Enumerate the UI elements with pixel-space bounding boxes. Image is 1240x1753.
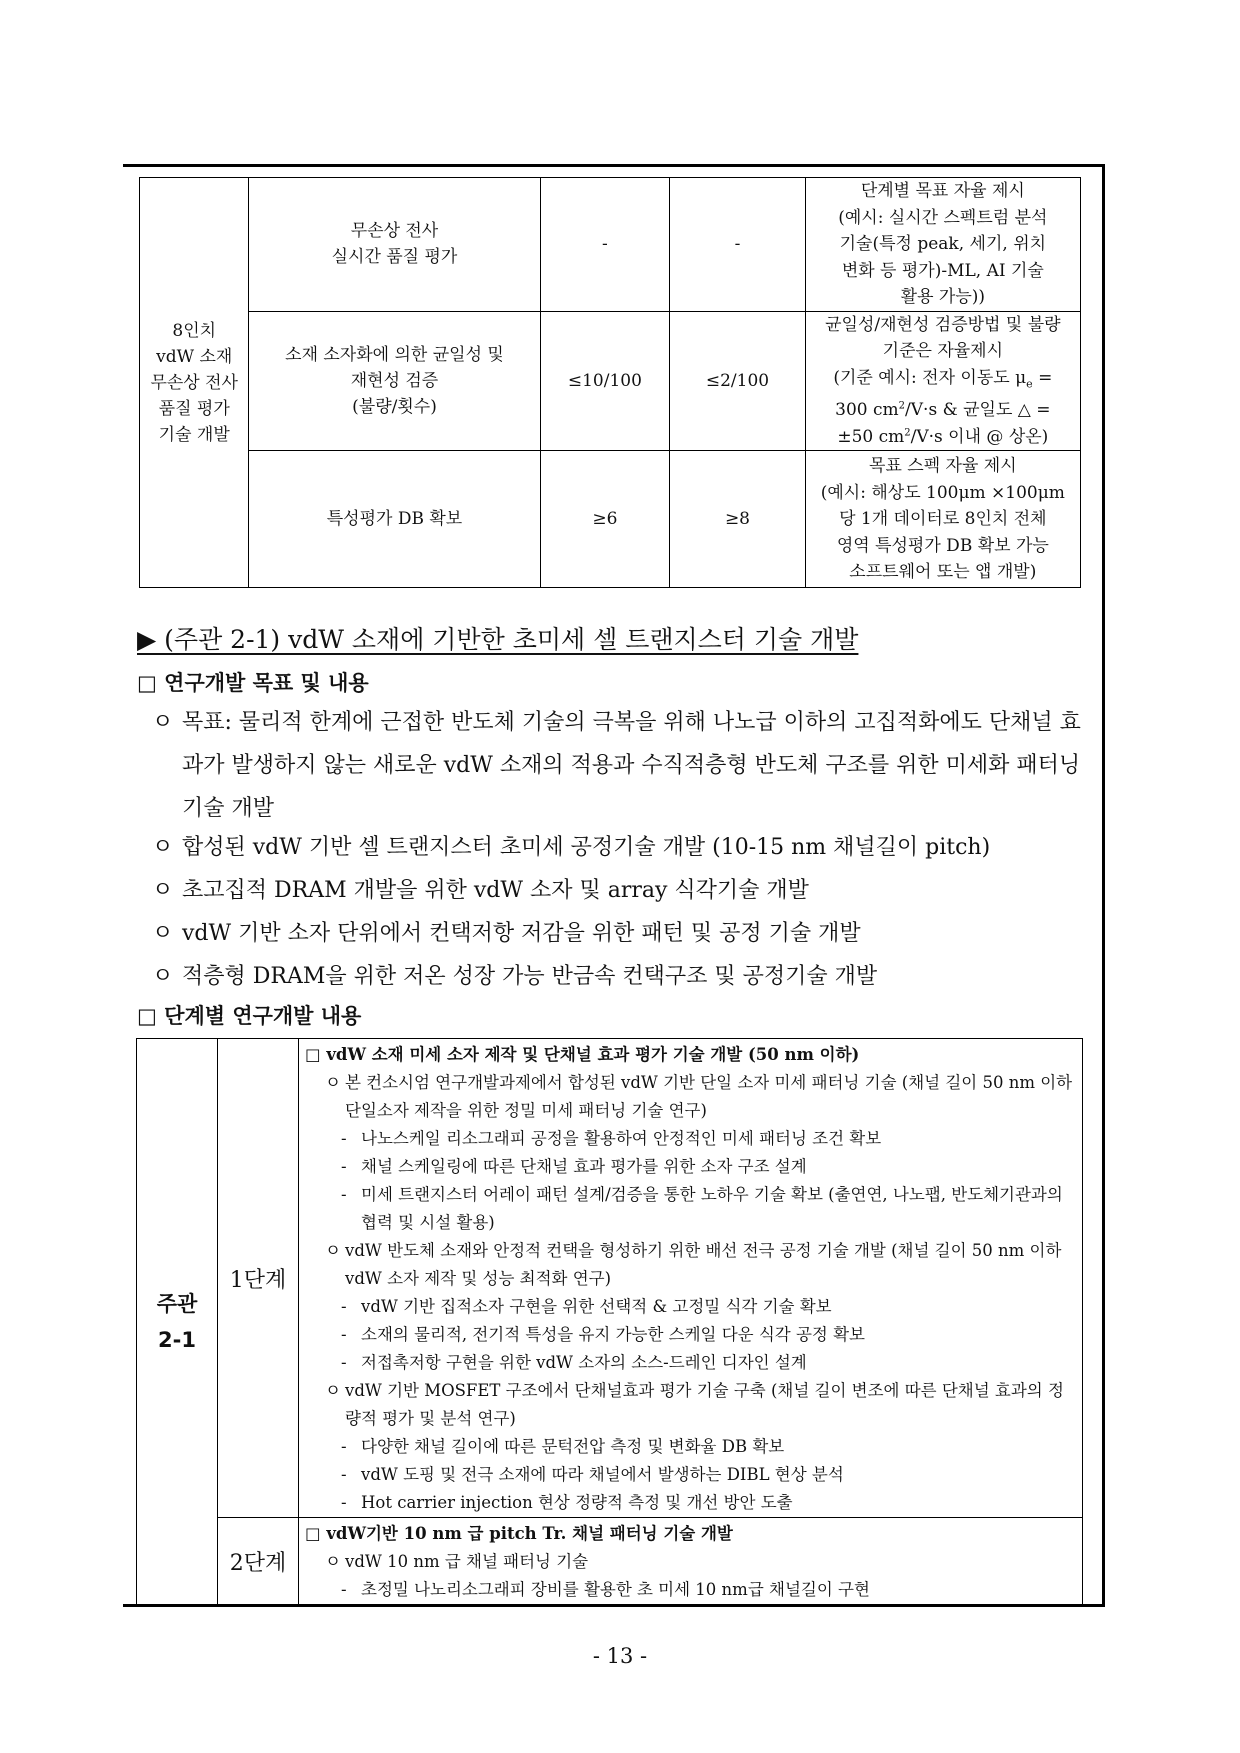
row-label: 8인치 vdW 소재 무손상 전사 품질 평가 기술 개발 [140,178,249,588]
sub-item: ㅇ vdW 10 nm 급 채널 패터닝 기술 [325,1552,589,1571]
sub-item: ㅇ 본 컨소시엄 연구개발과제에서 합성된 vdW 기반 단일 소자 미세 패터닝 기술 (채널 길이 50 nm 이하 단일소자 제작을 위한 정밀 미세 패터닝 기술 연구) [325,1073,1073,1120]
detail-item: - vdW 도핑 및 전극 소재에 따라 채널에서 발생하는 DIBL 현상 분석 [341,1465,844,1484]
org-label: 주관 2-1 [137,1039,218,1605]
detail-item: - 저접촉저항 구현을 위한 vdW 소자의 소스-드레인 디자인 설계 [341,1353,807,1372]
stage1-title: □ vdW 소재 미세 소자 제작 및 단채널 효과 평가 기술 개발 (50 nm 이하) [305,1045,860,1064]
stage-table [136,1038,1083,1605]
section-title-stages: □ 단계별 연구개발 내용 [137,1003,362,1028]
detail-item: - vdW 기반 집적소자 구현을 위한 선택적 & 고정밀 식각 기술 확보 [341,1297,832,1316]
value-cell: - [540,178,670,312]
description-cell: 단계별 목표 자율 제시 (예시: 실시간 스펙트럼 분석 기술(특정 peak, 세기, 위치 변화 등 평가)-ML, AI 기술 활용 가능)) [805,178,1080,312]
item-cell: 특성평가 DB 확보 [249,451,540,588]
value-cell: ≤2/100 [670,311,805,451]
item-cell: 무손상 전사 실시간 품질 평가 [249,178,540,312]
sub-item: ㅇ vdW 반도체 소재와 안정적 컨택을 형성하기 위한 배선 전극 공정 기술 개발 (채널 길이 50 nm 이하 vdW 소자 제작 및 성능 최적화 연구) [325,1241,1062,1288]
detail-item: - 나노스케일 리소그래피 공정을 활용하여 안정적인 미세 패터닝 조건 확보 [341,1129,882,1148]
bullet-item: ㅇ 목표: 물리적 한계에 근접한 반도체 기술의 극복을 위해 나노급 이하의 고집적화에도 단채널 효과가 발생하지 않는 새로운 vdW 소재의 적용과 수직적층형 반도체 구조를 위한 미세화 패터닝 기술 개발 [152,710,1081,821]
item-cell: 소재 소자화에 의한 균일성 및 재현성 검증 (불량/횟수) [249,311,540,451]
section-title-goals: □ 연구개발 목표 및 내용 [137,670,369,695]
bullet-item: ㅇ 초고집적 DRAM 개발을 위한 vdW 소자 및 array 식각기술 개발 [152,878,809,903]
detail-item: - 초정밀 나노리소그래피 장비를 활용한 초 미세 10 nm급 채널길이 구현 [341,1580,870,1599]
evaluation-table [139,177,1081,588]
description-cell: 균일성/재현성 검증방법 및 불량 기준은 자율제시 (기준 예시: 전자 이동도 $\mu_e$ = 300 $cm^2/V\cdot s$ & 균일도 △ = ±50 $cm^2/V\cdot s$ 이내 @ 상온) [805,311,1080,451]
detail-item: - 채널 스케일링에 따른 단채널 효과 평가를 위한 소자 구조 설계 [341,1157,807,1176]
description-cell: 목표 스펙 자율 제시 (예시: 해상도 100μm ×100μm 당 1개 데이터로 8인치 전체 영역 특성평가 DB 확보 가능 소프트웨어 또는 앱 개발) [805,451,1080,588]
detail-item: - 다양한 채널 길이에 따른 문턱전압 측정 및 변화율 DB 확보 [341,1437,785,1456]
description-line: (기준 예시: 전자 이동도 $\mu_e$ = [833,367,1053,390]
stage1-label: 1단계 [218,1039,299,1518]
section-heading: ▶ (주관 2-1) vdW 소재에 기반한 초미세 셀 트랜지스터 기술 개발 [137,625,859,654]
bullet-item: ㅇ 적층형 DRAM을 위한 저온 성장 가능 반금속 컨택구조 및 공정기술 개발 [152,964,878,989]
value-cell: ≥6 [540,451,670,588]
stage2-title: □ vdW기반 10 nm 급 pitch Tr. 채널 패터닝 기술 개발 [305,1524,733,1543]
page-frame-right-border [1102,164,1105,1607]
description-line: ±50 $cm^2/V\cdot s$ 이내 @ 상온) [837,426,1049,447]
value-cell: - [670,178,805,312]
value-cell: ≤10/100 [540,311,670,451]
description-line: 300 $cm^2/V\cdot s$ & 균일도 △ = [835,400,1051,421]
stage2-label: 2단계 [218,1518,299,1605]
sub-item: ㅇ vdW 기반 MOSFET 구조에서 단채널효과 평가 기술 구축 (채널 길이 변조에 따른 단채널 효과의 정량적 평가 및 분석 연구) [325,1381,1064,1428]
value-cell: ≥8 [670,451,805,588]
detail-item: - Hot carrier injection 현상 정량적 측정 및 개선 방안 도출 [341,1493,793,1512]
page-number: - 13 - [592,1644,648,1668]
detail-item: - 미세 트랜지스터 어레이 패턴 설계/검증을 통한 노하우 기술 확보 (출연연, 나노팹, 반도체기관과의 협력 및 시설 활용) [341,1185,1063,1232]
stage2-content [299,1518,1083,1605]
detail-item: - 소재의 물리적, 전기적 특성을 유지 가능한 스케일 다운 식각 공정 확보 [341,1325,865,1344]
stage1-content [299,1039,1083,1518]
bullet-item: ㅇ vdW 기반 소자 단위에서 컨택저항 저감을 위한 패턴 및 공정 기술 개발 [152,921,861,946]
bullet-item: ㅇ 합성된 vdW 기반 셀 트랜지스터 초미세 공정기술 개발 (10-15 nm 채널길이 pitch) [152,835,991,860]
